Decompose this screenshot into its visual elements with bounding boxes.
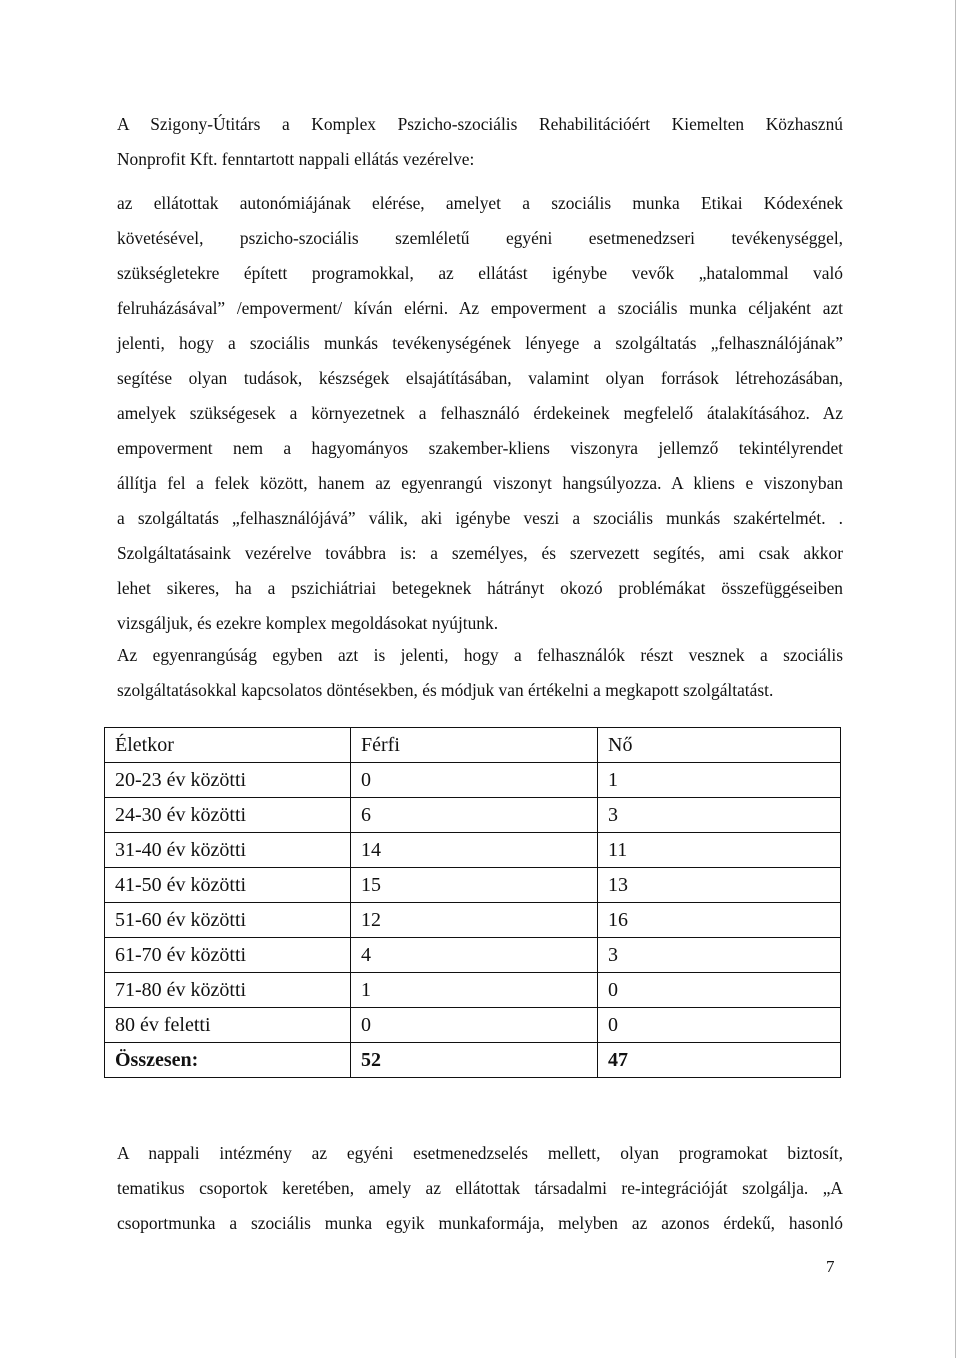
paragraph-line: lehet sikeres, ha a pszichiátriai betegeknek hátrányt okozó problémákat összefüggéseiben — [117, 578, 843, 598]
equality-paragraph — [117, 638, 843, 708]
female-cell: 16 — [598, 903, 841, 938]
male-cell: 1 — [351, 973, 598, 1008]
male-cell: 15 — [351, 868, 598, 903]
table-row — [105, 798, 841, 833]
female-cell: 3 — [598, 798, 841, 833]
age-cell: 80 év feletti — [105, 1008, 351, 1043]
table-total-row — [105, 1043, 841, 1078]
age-table — [104, 727, 841, 1078]
age-cell: 31-40 év közötti — [105, 833, 351, 868]
paragraph-line: felruházásával” /empoverment/ kíván elérni. Az empoverment a szociális munka céljaként azt — [117, 298, 843, 318]
male-cell: 0 — [351, 763, 598, 798]
female-cell: 0 — [598, 1008, 841, 1043]
male-cell: 14 — [351, 833, 598, 868]
male-cell: 12 — [351, 903, 598, 938]
header-female: Nő — [598, 728, 841, 763]
paragraph-line: jelenti, hogy a szociális munkás tevékenységének lényege a szolgáltatás „felhasználójának” — [117, 333, 843, 353]
table-row — [105, 833, 841, 868]
table-row — [105, 938, 841, 973]
female-cell: 11 — [598, 833, 841, 868]
male-cell: 6 — [351, 798, 598, 833]
age-cell: 41-50 év közötti — [105, 868, 351, 903]
paragraph-line: vizsgáljuk, és ezekre komplex megoldásokat nyújtunk. — [117, 613, 499, 633]
age-cell: 20-23 év közötti — [105, 763, 351, 798]
age-cell: 71-80 év közötti — [105, 973, 351, 1008]
male-cell: 4 — [351, 938, 598, 973]
table-row — [105, 973, 841, 1008]
paragraph-line: követésével, pszicho-szociális szemléletű egyéni esetmenedzseri tevékenységgel, — [117, 228, 843, 248]
total-male: 52 — [351, 1043, 598, 1078]
closing-paragraph — [117, 1136, 843, 1241]
header-male: Férfi — [351, 728, 598, 763]
age-cell: 51-60 év közötti — [105, 903, 351, 938]
paragraph-line: tematikus csoportok keretében, amely az ellátottak társadalmi re-integrációját szolgálja. „A — [117, 1178, 843, 1198]
paragraph-line: Az egyenrangúság egyben azt is jelenti, hogy a felhasználók részt vesznek a szociális — [117, 645, 843, 665]
total-label: Összesen: — [105, 1043, 351, 1078]
paragraph-line: segítése olyan tudások, készségek elsajátításában, valamint olyan források létrehozásában, — [117, 368, 843, 388]
table-row — [105, 763, 841, 798]
paragraph-line: csoportmunka a szociális munka egyik munkaformája, melyben az azonos érdekű, hasonló — [117, 1213, 843, 1233]
paragraph-line: szükségletekre épített programokkal, az ellátást igénybe vevők „hatalommal való — [117, 263, 843, 283]
paragraph-line: az ellátottak autonómiájának elérése, amelyet a szociális munka Etikai Kódexének — [117, 193, 843, 213]
paragraph-line: a szolgáltatás „felhasználójává” válik, aki igénybe veszi a szociális munkás szakértelmét. . — [117, 508, 843, 528]
female-cell: 3 — [598, 938, 841, 973]
paragraph-line: szolgáltatásokkal kapcsolatos döntésekben, és módjuk van értékelni a megkapott szolgáltatást. — [117, 680, 774, 700]
table-header-row — [105, 728, 841, 763]
table-row — [105, 1008, 841, 1043]
scan-edge-line — [955, 0, 956, 1358]
paragraph-line: empoverment nem a hagyományos szakember-kliens viszonyra jellemző tekintélyrendet — [117, 438, 843, 458]
age-cell: 61-70 év közötti — [105, 938, 351, 973]
total-female: 47 — [598, 1043, 841, 1078]
paragraph-line: amelyek szükségesek a környezetnek a felhasználó érdekeinek megfelelő átalakításához. Az — [117, 403, 843, 423]
table-row — [105, 903, 841, 938]
page-number: 7 — [826, 1257, 835, 1276]
paragraph-line: A nappali intézmény az egyéni esetmenedzselés mellett, olyan programokat biztosít, — [117, 1143, 843, 1163]
paragraph-line: A Szigony-Útitárs a Komplex Pszicho-szociális Rehabilitációért Kiemelten Közhasznú — [117, 114, 843, 134]
table-row — [105, 868, 841, 903]
female-cell: 1 — [598, 763, 841, 798]
paragraph-line: állítja fel a felek között, hanem az egyenrangú viszonyt hangsúlyozza. A kliens e viszonyban — [117, 473, 843, 493]
age-cell: 24-30 év közötti — [105, 798, 351, 833]
main-paragraph — [117, 186, 843, 641]
female-cell: 0 — [598, 973, 841, 1008]
paragraph-line: Nonprofit Kft. fenntartott nappali ellátás vezérelve: — [117, 149, 475, 169]
female-cell: 13 — [598, 868, 841, 903]
male-cell: 0 — [351, 1008, 598, 1043]
paragraph-line: Szolgáltatásaink vezérelve továbbra is: a személyes, és szervezett segítés, ami csak akkor — [117, 543, 843, 563]
intro-paragraph — [117, 107, 843, 177]
header-age: Életkor — [105, 728, 351, 763]
